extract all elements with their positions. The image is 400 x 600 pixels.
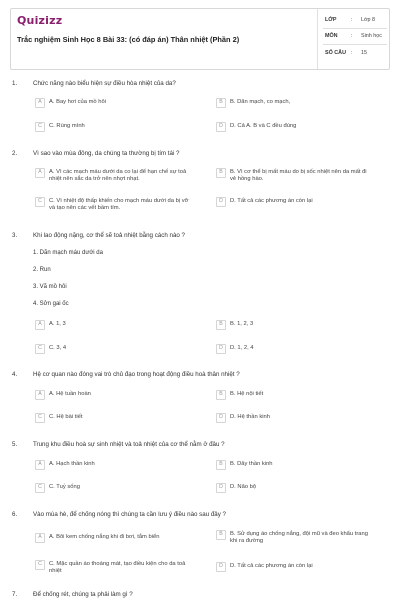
- option-text: D. Cả A. B và C đều đúng: [230, 123, 297, 129]
- question-stem-line: 2. Run: [33, 267, 51, 273]
- question-number: 5.: [12, 441, 18, 448]
- option-letter: B: [216, 168, 226, 178]
- option-letter: D: [216, 197, 226, 207]
- meta-value: 15: [361, 50, 367, 56]
- option-text: A. 1, 3: [49, 321, 66, 327]
- meta-rule: [323, 44, 387, 45]
- option-letter: A: [35, 168, 45, 178]
- option-letter: A: [35, 533, 45, 543]
- option-text: A. Bay hơi của mồ hôi: [49, 99, 106, 105]
- question-text: Trung khu điều hoà sự sinh nhiệt và toả nhiệt của cơ thể nằm ở đâu ?: [33, 441, 225, 448]
- option-letter: D: [216, 122, 226, 132]
- option-letter: D: [216, 344, 226, 354]
- option-text: A. Vì các mạch máu dưới da co lại để hạn chế sự toả nhiệt nên sắc da trở nên nhợt nhạt.: [49, 169, 187, 183]
- option-letter: A: [35, 98, 45, 108]
- option-letter: A: [35, 320, 45, 330]
- question-number: 7.: [12, 591, 18, 598]
- question-text: Chức năng nào biểu hiện sự điều hòa nhiệt của da?: [33, 80, 176, 87]
- question-text: Khi lao động nặng, cơ thể sẽ toả nhiệt bằng cách nào ?: [33, 232, 185, 239]
- option-letter: C: [35, 122, 45, 132]
- option-letter: C: [35, 483, 45, 493]
- meta-colon: :: [351, 50, 353, 56]
- option-text: D. 1, 2, 4: [230, 345, 254, 351]
- question-text: Để chống rét, chúng ta phải làm gì ?: [33, 591, 133, 598]
- meta-colon: :: [351, 17, 353, 23]
- option-letter: C: [35, 413, 45, 423]
- option-text: B. Dãn mạch, co mạch,: [230, 99, 291, 105]
- question-number: 4.: [12, 371, 18, 378]
- question-number: 1.: [12, 80, 18, 87]
- option-text: B. 1, 2, 3: [230, 321, 254, 327]
- meta-colon: :: [351, 33, 353, 39]
- meta-value: Sinh học: [361, 33, 382, 39]
- worksheet-title: Trắc nghiệm Sinh Học 8 Bài 33: (có đáp án) Thân nhiệt (Phần 2): [17, 35, 240, 44]
- meta-value: Lớp 8: [361, 17, 376, 23]
- meta-rule: [323, 28, 387, 29]
- option-letter: C: [35, 344, 45, 354]
- question-text: Hệ cơ quan nào đóng vai trò chủ đạo trong hoạt động điều hoà thân nhiệt ?: [33, 371, 240, 378]
- option-letter: C: [35, 560, 45, 570]
- option-letter: A: [35, 460, 45, 470]
- option-text: A. Hạch thần kinh: [49, 461, 95, 467]
- option-text: C. Vì nhiệt độ thấp khiến cho mạch máu dưới da bị vỡ và tạo nên các vết bầm tím.: [49, 198, 189, 212]
- question-stem-line: 3. Vã mồ hôi: [33, 284, 67, 290]
- option-text: C. Tuỷ sống: [49, 484, 80, 490]
- question-text: Vào mùa hè, để chống nóng thì chúng ta cần lưu ý điều nào sau đây ?: [33, 511, 226, 518]
- option-letter: D: [216, 483, 226, 493]
- option-text: B. Vì cơ thể bị mất máu do bị sốc nhiệt nên da mất đi vẻ hồng hào.: [230, 169, 367, 183]
- option-letter: B: [216, 390, 226, 400]
- question-number: 2.: [12, 150, 18, 157]
- option-letter: B: [216, 460, 226, 470]
- meta-key: SỐ CÂU: [325, 50, 346, 56]
- option-letter: B: [216, 320, 226, 330]
- option-text: D. Não bộ: [230, 484, 257, 490]
- option-text: D. Hệ thần kinh: [230, 414, 270, 420]
- worksheet-header: [10, 8, 390, 70]
- meta-divider: [317, 9, 318, 69]
- option-letter: C: [35, 197, 45, 207]
- option-letter: B: [216, 98, 226, 108]
- option-text: B. Sử dụng áo chống nắng, đội mũ và đeo khẩu trang khi ra đường: [230, 531, 368, 545]
- option-letter: B: [216, 530, 226, 540]
- option-text: A. Bôi kem chống nắng khi đi bơi, tắm biển: [49, 534, 160, 540]
- option-letter: D: [216, 562, 226, 572]
- question-text: Vì sao vào mùa đông, da chúng ta thường bị tím tái ?: [33, 150, 180, 157]
- worksheet-meta: [317, 9, 391, 69]
- option-letter: A: [35, 390, 45, 400]
- option-letter: D: [216, 413, 226, 423]
- option-text: B. Dây thần kinh: [230, 461, 273, 467]
- quizizz-logo: Quizizz: [17, 14, 63, 27]
- meta-key: LỚP: [325, 17, 337, 23]
- option-text: D. Tất cả các phương án còn lại: [230, 563, 313, 569]
- question-number: 3.: [12, 232, 18, 239]
- question-stem-line: 1. Dãn mạch máu dưới da: [33, 250, 103, 256]
- question-number: 6.: [12, 511, 18, 518]
- option-text: C. 3, 4: [49, 345, 67, 351]
- option-text: D. Tất cả các phương án còn lại: [230, 198, 313, 204]
- meta-key: MÔN: [325, 33, 338, 39]
- question-stem-line: 4. Sởn gai ốc: [33, 301, 69, 307]
- option-text: C. Rùng mình: [49, 123, 85, 129]
- option-text: C. Hệ bài tiết: [49, 414, 83, 420]
- option-text: A. Hệ tuần hoàn: [49, 391, 91, 397]
- option-text: C. Mặc quần áo thoáng mát, tạo điều kiện cho da toả nhiệt: [49, 561, 186, 575]
- option-text: B. Hệ nội tiết: [230, 391, 264, 397]
